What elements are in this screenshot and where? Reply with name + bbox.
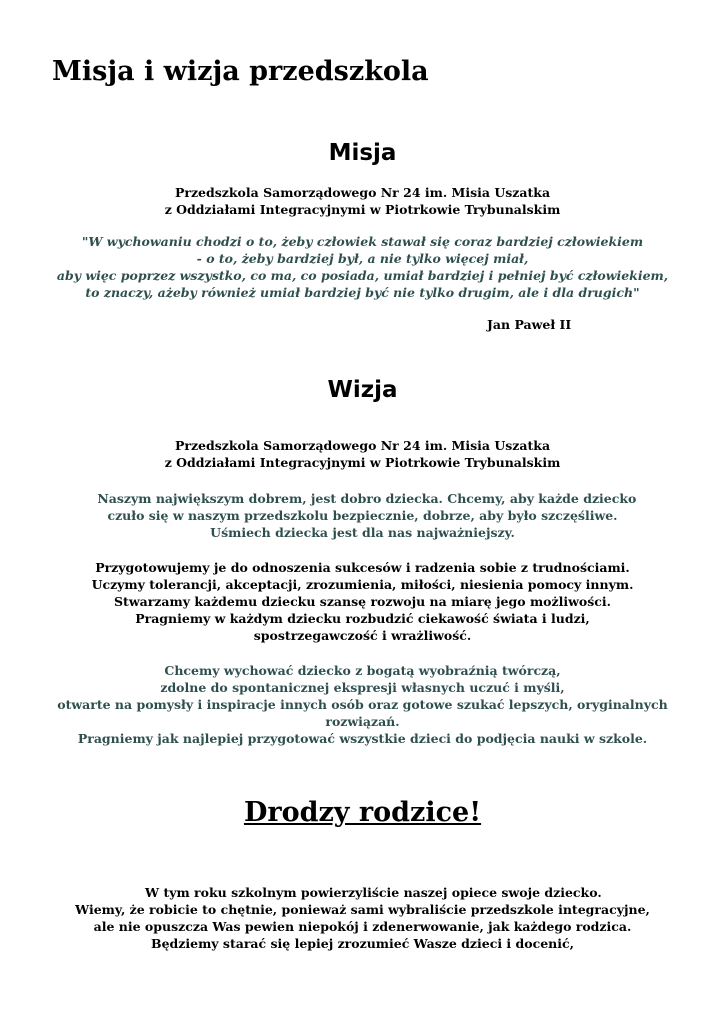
vision-school-line: z Oddziałami Integracyjnymi w Piotrkowie Trybunalskim — [164, 455, 561, 470]
vision-line: Pragniemy jak najlepiej przygotować wszystkie dzieci do podjęcia nauki w szkole. — [77, 731, 648, 746]
mission-quote — [0, 233, 725, 301]
quote-line: aby więc poprzez wszystko, co ma, co posiada, umiał bardziej i pełniej być człowiekiem, — [56, 268, 669, 283]
vision-line: Naszym największym dobrem, jest dobro dziecka. Chcemy, aby każde dziecko — [88, 491, 637, 506]
parents-line: Wiemy, że robicie to chętnie, ponieważ sami wybraliście przedszkole integracyjne, — [75, 902, 650, 917]
mission-school-line: Przedszkola Samorządowego Nr 24 im. Misia Uszatka — [174, 185, 551, 200]
mission-school-line: z Oddziałami Integracyjnymi w Piotrkowie Trybunalskim — [164, 202, 561, 217]
vision-line: Przygotowujemy je do odnoszenia sukcesów i radzenia sobie z trudnościami. — [95, 560, 630, 575]
mission-heading: Misja — [328, 140, 397, 166]
document-title: Misja i wizja przedszkola — [52, 56, 429, 87]
quote-line: to znaczy, ażeby również umiał bardziej być nie tylko drugim, ale i dla drugich" — [85, 285, 640, 300]
vision-line: spostrzegawczość i wrażliwość. — [253, 628, 472, 643]
vision-line: Uczymy tolerancji, akceptacji, zrozumienia, miłości, niesienia pomocy innym. — [91, 577, 634, 592]
vision-line: Stwarzamy każdemu dziecku szansę rozwoju na miarę jego możliwości. — [114, 594, 611, 609]
parents-line: W tym roku szkolnym powierzyliście naszej opiece swoje dziecko. — [123, 885, 602, 900]
parents-heading: Drodzy rodzice! — [243, 797, 482, 828]
vision-line: rozwiązań. — [325, 714, 400, 729]
parents-line: Będziemy starać się lepiej zrozumieć Wasze dzieci i docenić, — [151, 936, 574, 951]
vision-paragraph-2 — [0, 559, 725, 644]
vision-line: Pragniemy w każdym dziecku rozbudzić ciekawość świata i ludzi, — [135, 611, 590, 626]
quote-line: "W wychowaniu chodzi o to, żeby człowiek stawał się coraz bardziej człowiekiem — [81, 234, 644, 249]
vision-line: Uśmiech dziecka jest dla nas najważniejszy. — [210, 525, 515, 540]
vision-paragraph-1 — [0, 490, 725, 541]
vision-paragraph-3 — [0, 662, 725, 747]
vision-line: czuło się w naszym przedszkolu bezpiecznie, dobrze, aby było szczęśliwe. — [107, 508, 618, 523]
parents-letter — [0, 884, 725, 952]
vision-school-line: Przedszkola Samorządowego Nr 24 im. Misia Uszatka — [174, 438, 551, 453]
vision-line: otwarte na pomysły i inspiracje innych osób oraz gotowe szukać lepszych, oryginalnych — [57, 697, 668, 712]
mission-school-name — [0, 184, 725, 218]
quote-line: - o to, żeby bardziej był, a nie tylko więcej miał, — [196, 251, 529, 266]
vision-line: zdolne do spontanicznej ekspresji własnych uczuć i myśli, — [160, 680, 565, 695]
vision-line: Chcemy wychować dziecko z bogatą wyobraźnią twórczą, — [164, 663, 561, 678]
parents-line: ale nie opuszcza Was pewien niepokój i zdenerwowanie, jak każdego rodzica. — [93, 919, 632, 934]
vision-heading: Wizja — [327, 377, 398, 403]
quote-author: Jan Paweł II — [487, 317, 572, 332]
vision-school-name — [0, 437, 725, 471]
